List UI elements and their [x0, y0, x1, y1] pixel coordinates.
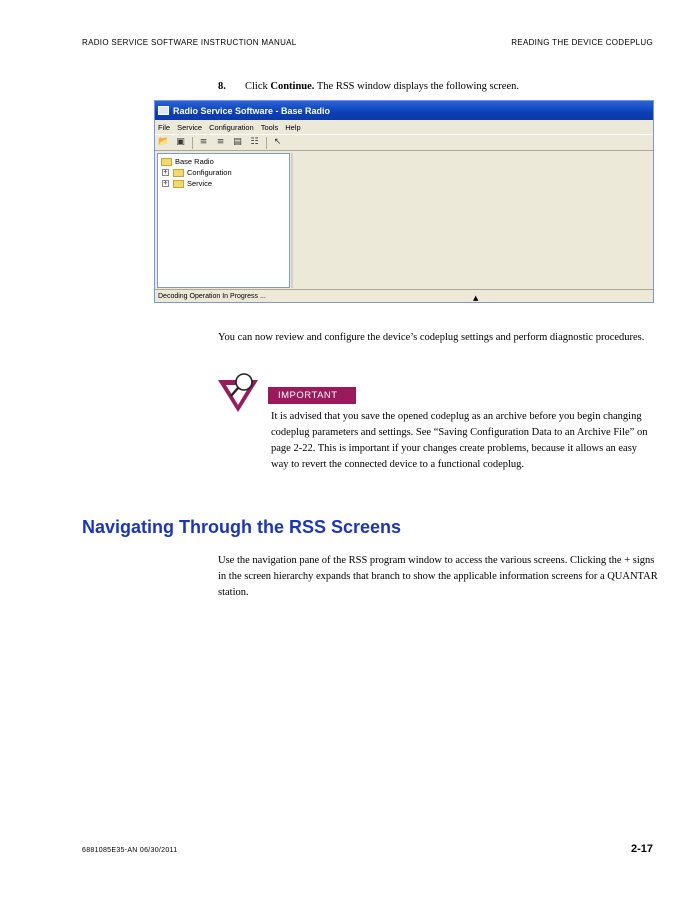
folder-icon	[161, 158, 172, 166]
menu-configuration[interactable]: Configuration	[209, 122, 254, 132]
help-pointer-icon[interactable]: ↖	[273, 137, 282, 147]
network-icon[interactable]: ☷	[250, 137, 259, 147]
status-text: Decoding Operation In Progress ...	[158, 292, 266, 300]
menu-service[interactable]: Service	[177, 122, 203, 132]
archive-icon[interactable]: ▤	[233, 137, 242, 147]
write-codeplug-icon[interactable]: ≡	[216, 137, 225, 147]
toolbar-separator	[192, 137, 193, 149]
window-title: Radio Service Software - Base Radio	[173, 105, 331, 116]
save-icon[interactable]: ▣	[176, 137, 185, 147]
toolbar-separator	[266, 137, 267, 149]
status-bar	[155, 289, 653, 302]
open-icon[interactable]: 📂	[158, 137, 170, 147]
magnifier-important-icon	[216, 372, 266, 414]
paragraph-navigation: Use the navigation pane of the RSS program window to access the various screens. Clicking the + signs in the screen hierarchy expands that branch to show the applicable information screens for a QUANTAR station.	[218, 555, 658, 598]
tree-item-base-radio[interactable]	[161, 156, 214, 167]
tree-item-label: Configuration	[187, 168, 232, 177]
toolbar	[155, 134, 653, 151]
read-codeplug-icon[interactable]: ≡	[199, 137, 208, 147]
expand-icon[interactable]: +	[163, 168, 168, 176]
tree-item-service[interactable]	[162, 178, 212, 189]
content-pane	[291, 153, 652, 288]
step-bold: Continue.	[270, 81, 315, 92]
rss-window-screenshot	[154, 100, 654, 303]
step-8	[218, 79, 658, 95]
important-note: It is advised that you save the opened codeplug as an archive before you begin changing codeplug parameters and settings. See “Saving Configuration Data to an Archive File” on page 2-22. This is important if your changes create problems, because it allows an easy way to revert the connected device to a functional codeplug.	[271, 411, 648, 470]
menu-file[interactable]: File	[158, 122, 171, 132]
app-icon	[158, 106, 169, 115]
tree-item-configuration[interactable]	[162, 167, 232, 178]
section-heading: Navigating Through the RSS Screens	[82, 517, 402, 537]
running-header-title: RADIO SERVICE SOFTWARE INSTRUCTION MANUAL	[82, 38, 297, 47]
window-titlebar	[155, 101, 653, 120]
footer-doc-number: 6881085E35-AN 06/30/2011	[82, 847, 178, 854]
folder-icon	[173, 180, 184, 188]
navigation-tree	[157, 153, 290, 288]
expand-icon[interactable]: +	[163, 179, 168, 187]
page-number: 2-17	[630, 843, 653, 855]
menu-bar	[155, 120, 653, 134]
mouse-cursor-icon: ▲	[473, 294, 479, 302]
step-number: 8.	[218, 81, 226, 92]
running-header-section: READING THE DEVICE CODEPLUG	[511, 38, 653, 47]
important-label: IMPORTANT	[268, 387, 356, 404]
step-post: The RSS window displays the following screen.	[314, 81, 519, 92]
menu-tools[interactable]: Tools	[260, 122, 279, 132]
paragraph-review: You can now review and configure the device’s codeplug settings and perform diagnostic procedures.	[218, 332, 645, 343]
tree-item-label: Service	[187, 179, 213, 188]
tree-item-label: Base Radio	[175, 157, 214, 166]
folder-icon	[173, 169, 184, 177]
menu-help[interactable]: Help	[285, 122, 301, 132]
step-pre: Click	[245, 81, 271, 92]
